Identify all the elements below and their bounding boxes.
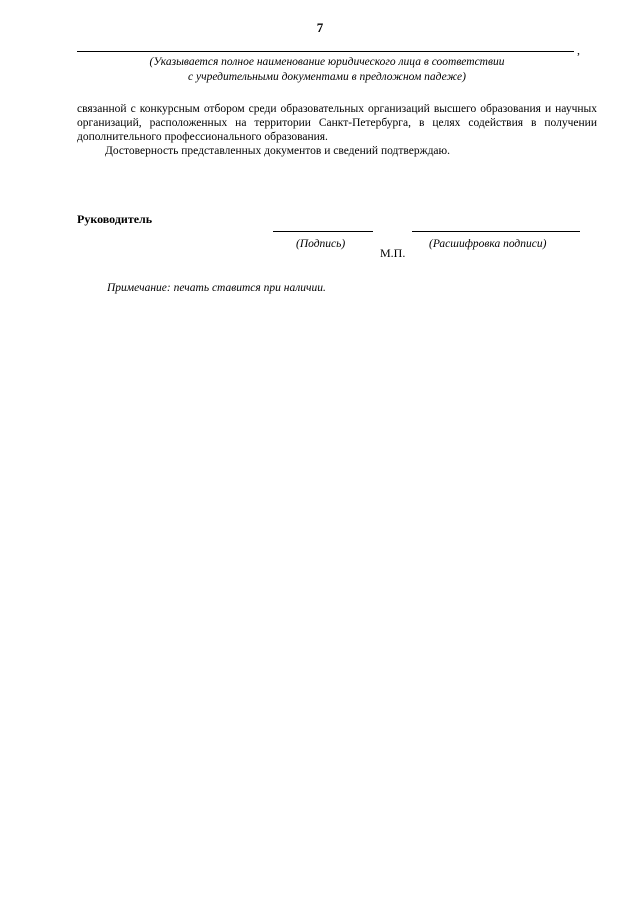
seal-note: Примечание: печать ставится при наличии.	[107, 282, 326, 294]
organization-name-line	[77, 51, 574, 52]
signature-decoding-line	[412, 231, 580, 232]
signature-caption: (Подпись)	[296, 238, 346, 250]
page-number: 7	[316, 20, 324, 35]
seal-label: М.П.	[380, 246, 406, 260]
statement-text	[77, 102, 597, 158]
hint-line-2: с учредительными документами в предложном падеже)	[188, 71, 466, 83]
statement-paragraph: связанной с конкурсным отбором среди образовательных организаций высшего образования и научных организаций, расположенных на территории Санкт-Петербурга, в целях содействия в получении дополнительного профессионального образования.	[77, 103, 597, 143]
signature-decoding-caption: (Расшифровка подписи)	[429, 238, 547, 250]
signature-line	[273, 231, 373, 232]
signatory-role: Руководитель	[77, 212, 153, 226]
confirmation-paragraph: Достоверность представленных документов и сведений подтверждаю.	[105, 145, 450, 157]
hint-line-1: (Указывается полное наименование юридического лица в соответствии	[149, 56, 505, 68]
organization-name-hint	[77, 55, 577, 85]
organization-name-trailing-mark: ,	[577, 43, 580, 57]
